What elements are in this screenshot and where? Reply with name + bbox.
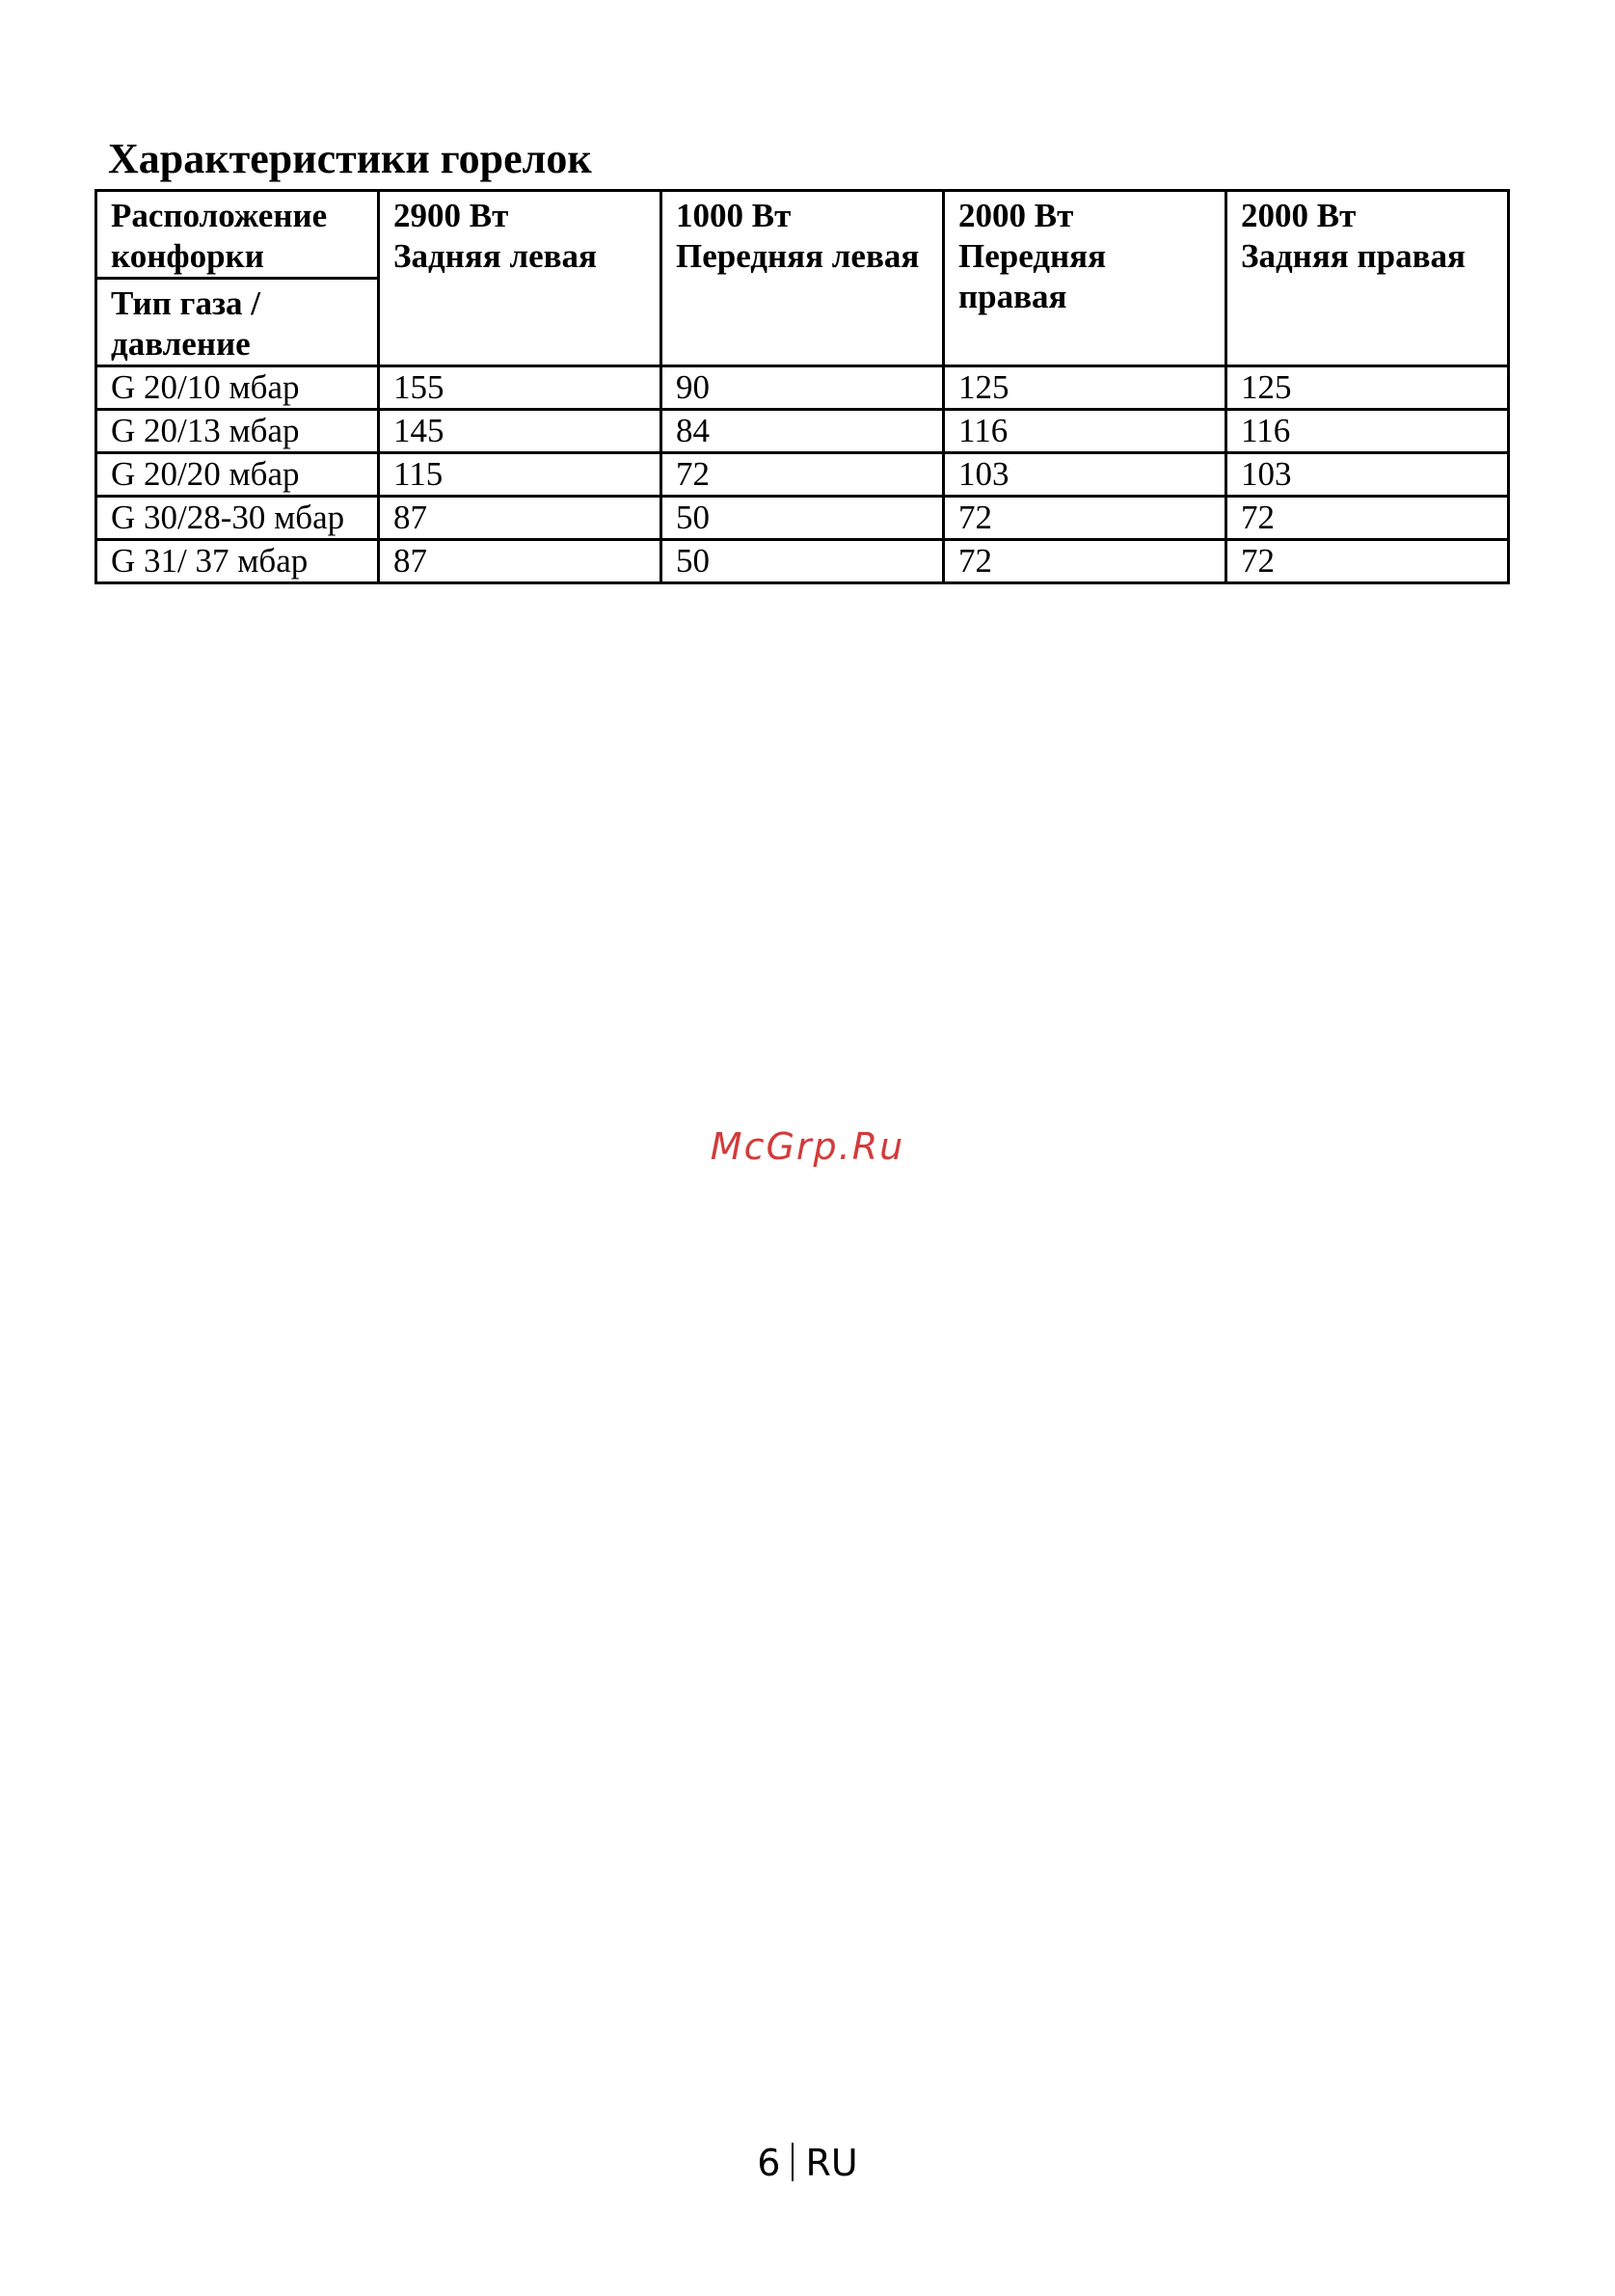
corner-header-bottom: [96, 279, 379, 366]
table-row: [96, 366, 1509, 410]
value-cell: 116: [1226, 410, 1509, 453]
value-cell: 72: [661, 453, 944, 497]
value-cell: 103: [944, 453, 1226, 497]
burner-position: Передняя левая: [676, 237, 920, 275]
burner-header-1: [379, 191, 661, 366]
value-cell: 72: [944, 540, 1226, 583]
gas-type-cell: G 20/10 мбар: [96, 366, 379, 410]
value-cell: 50: [661, 497, 944, 540]
value-cell: 155: [379, 366, 661, 410]
burner-position: Задняя правая: [1241, 237, 1466, 275]
value-cell: 84: [661, 410, 944, 453]
burner-power: 2000 Вт: [1241, 197, 1357, 234]
table-row: [96, 410, 1509, 453]
burner-specs-table: [94, 189, 1510, 584]
value-cell: 103: [1226, 453, 1509, 497]
table-row: [96, 497, 1509, 540]
burner-power: 1000 Вт: [676, 197, 792, 234]
value-cell: 125: [944, 366, 1226, 410]
gas-type-cell: G 20/13 мбар: [96, 410, 379, 453]
burner-position: Передняя: [958, 237, 1107, 275]
value-cell: 72: [1226, 497, 1509, 540]
value-cell: 50: [661, 540, 944, 583]
value-cell: 145: [379, 410, 661, 453]
burner-header-4: [1226, 191, 1509, 366]
burner-header-3: [944, 191, 1226, 366]
corner-header-line: давление: [111, 325, 251, 363]
value-cell: 87: [379, 497, 661, 540]
gas-type-cell: G 30/28-30 мбар: [96, 497, 379, 540]
value-cell: 116: [944, 410, 1226, 453]
page-heading: Характеристики горелок: [108, 135, 592, 182]
burner-power: 2000 Вт: [958, 197, 1074, 234]
value-cell: 72: [1226, 540, 1509, 583]
value-cell: 87: [379, 540, 661, 583]
gas-type-cell: G 31/ 37 мбар: [96, 540, 379, 583]
corner-header-line: конфорки: [111, 237, 264, 275]
value-cell: 72: [944, 497, 1226, 540]
corner-header-line: Тип газа /: [111, 284, 260, 322]
burner-position: правая: [958, 278, 1067, 315]
language-code: RU: [805, 2142, 858, 2184]
value-cell: 125: [1226, 366, 1509, 410]
corner-header-top: [96, 191, 379, 279]
value-cell: 90: [661, 366, 944, 410]
burner-position: Задняя левая: [393, 237, 597, 275]
page-footer: [0, 2139, 1615, 2187]
burner-header-2: [661, 191, 944, 366]
gas-type-cell: G 20/20 мбар: [96, 453, 379, 497]
table-row: [96, 540, 1509, 583]
page-number: 6: [757, 2142, 781, 2184]
footer-separator: [792, 2143, 794, 2181]
table-row: [96, 453, 1509, 497]
value-cell: 115: [379, 453, 661, 497]
watermark: McGrp.Ru: [710, 1125, 905, 1168]
corner-header-line: Расположение: [111, 197, 328, 234]
burner-power: 2900 Вт: [393, 197, 509, 234]
